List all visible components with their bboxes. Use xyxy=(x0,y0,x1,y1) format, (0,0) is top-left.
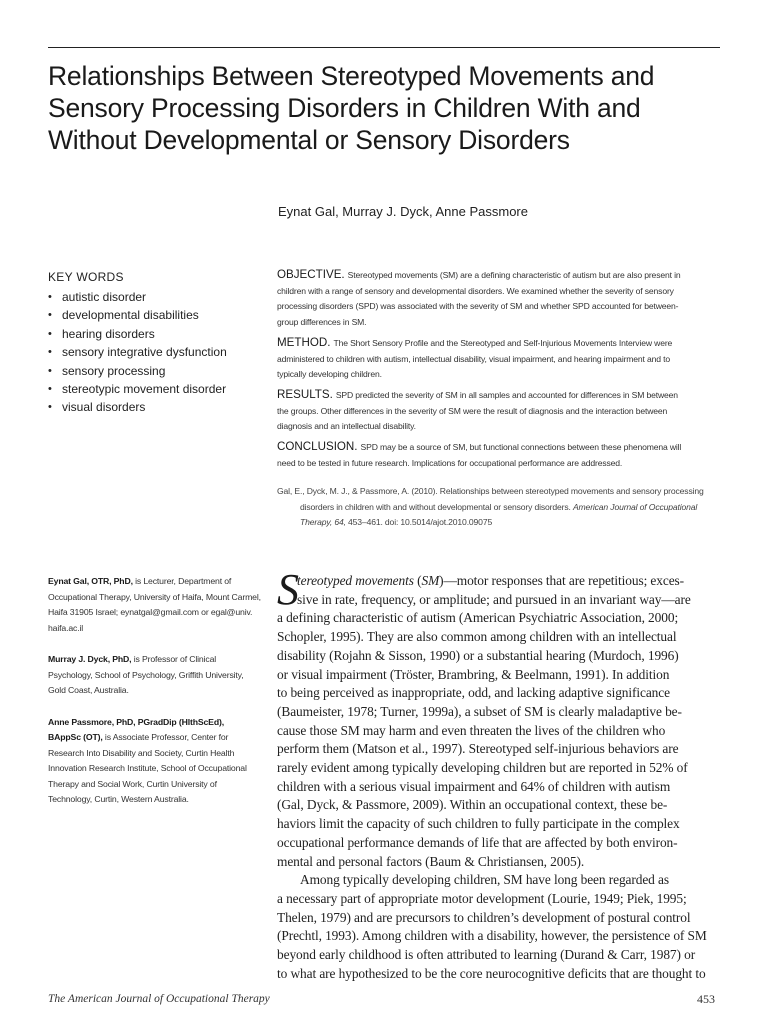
keywords-heading: KEY WORDS xyxy=(48,270,124,284)
abstract-text: SPD predicted the severity of SM in all samples and accounted for differences in SM between xyxy=(335,389,678,400)
body-italic: SM xyxy=(421,573,440,588)
bio-text: is Lecturer, Department of xyxy=(132,576,232,586)
abstract-label: CONCLUSION. xyxy=(277,440,358,454)
bio-text: Technology, Curtin, Western Australia. xyxy=(48,794,189,804)
citation-text: disorders in children with and without developmental or sensory disorders. xyxy=(300,501,573,512)
body-line: mental and personal factors (Baum & Christiansen, 2005). xyxy=(277,853,585,869)
abstract-results xyxy=(277,387,721,435)
author-bios xyxy=(48,574,270,824)
keyword-item: • visual disorders xyxy=(48,398,268,416)
author-list: Eynat Gal, Murray J. Dyck, Anne Passmore xyxy=(278,204,528,219)
bio-text: Therapy and Social Work, Curtin University of xyxy=(48,778,217,789)
body-line: rarely evident among typically developing children but are reported in 52% of xyxy=(277,760,688,776)
body-line: cause those SM may harm and even threaten the lives of the children who xyxy=(277,722,666,738)
bio-text: Gold Coast, Australia. xyxy=(48,685,129,695)
keyword-item: • autistic disorder xyxy=(48,288,268,306)
body-line: (Prechtl, 1993). Among children with a disability, however, the persistence of SM xyxy=(277,928,707,944)
body-line: beyond early childhood is often attributed to learning (Durand & Carr, 1987) or xyxy=(277,947,696,963)
abstract-text: administered to children with autism, intellectual disability, visual impairment, and hearing impairment and to xyxy=(277,353,671,364)
abstract-text: typically developing children. xyxy=(277,369,382,380)
abstract-text: SPD may be a source of SM, but functional connections between these phenomena will xyxy=(360,442,682,453)
body-line: a necessary part of appropriate motor development (Lourie, 1949; Piek, 1995; xyxy=(277,890,687,906)
body-line: or visual impairment (Tröster, Brambring, & Beelmann, 1991). In addition xyxy=(277,666,670,682)
abstract-text: Stereotyped movements (SM) are a defining characteristic of autism but are also present in xyxy=(347,270,681,280)
citation-text: Gal, E., Dyck, M. J., & Passmore, A. (2010). Relationships between stereotyped movements and sensory processing xyxy=(277,486,704,496)
abstract-text: need to be tested in future research. Implications for occupational performance are addressed. xyxy=(277,457,623,468)
abstract-objective xyxy=(277,267,721,331)
abstract-text: the groups. Other differences in the severity of SM were the result of diagnosis and the interaction between xyxy=(277,405,668,416)
bio-text: haifa.ac.il xyxy=(48,622,84,633)
body-line: Thelen, 1979) and are precursors to children’s development of postural control xyxy=(277,909,691,925)
bio-name: Eynat Gal, OTR, PhD, xyxy=(48,576,133,586)
keyword-item: • developmental disabilities xyxy=(48,306,268,324)
title-line: Relationships Between Stereotyped Movements and xyxy=(48,61,655,91)
top-rule xyxy=(48,47,720,48)
body-line: disability (Rojahn & Sisson, 1990) or a substantial hearing (Murdoch, 1996) xyxy=(277,647,679,663)
keyword-item: • sensory integrative dysfunction xyxy=(48,343,268,361)
abstract-label: RESULTS. xyxy=(277,387,333,401)
body-text-span: )—motor responses that are repetitious; exces- xyxy=(439,573,685,588)
body-line: children with a serious visual impairment and 64% of children with autism xyxy=(277,778,671,794)
abstract-conclusion xyxy=(277,439,721,471)
body-line: sive in rate, frequency, or amplitude; and pursued in an invariant way—are xyxy=(297,591,691,607)
drop-cap: S xyxy=(277,565,299,614)
abstract-text: processing disorders (SPD) was associated with the severity of SM and whether SPD accounted for between- xyxy=(277,301,679,312)
footer-journal-name: The American Journal of Occupational Therapy xyxy=(48,993,270,1005)
body-line: a defining characteristic of autism (American Psychiatric Association, 2000; xyxy=(277,610,679,626)
bio-text: Haifa 31905 Israel; eynatgal@gmail.com or egal@univ. xyxy=(48,607,253,617)
bio-text: Innovation Research Institute, School of Occupational xyxy=(48,763,247,773)
author-bio xyxy=(48,652,270,699)
abstract-label: METHOD. xyxy=(277,335,331,349)
title-line: Sensory Processing Disorders in Children With and xyxy=(48,93,641,123)
abstract-text: children with a range of sensory and developmental disorders. We examined whether the severity of sensory xyxy=(277,285,674,296)
abstract-text: diagnosis and an intellectual disability. xyxy=(277,421,416,432)
body-italic: tereotyped movements xyxy=(297,573,414,588)
page-number: 453 xyxy=(697,992,715,1006)
bio-text: is Associate Professor, Center for xyxy=(102,732,229,742)
body-line: perform them (Matson et al., 1997). Stereotyped self-injurious behaviors are xyxy=(277,741,679,757)
keywords-panel xyxy=(48,270,268,417)
body-line: occupational performance demands of life that are affected by both environ- xyxy=(277,834,678,850)
keyword-item: • hearing disorders xyxy=(48,325,268,343)
bio-text: is Professor of Clinical xyxy=(131,654,217,664)
author-bio xyxy=(48,715,270,808)
citation-journal: American Journal of Occupational xyxy=(572,501,698,512)
body-line: Schopler, 1995). They are also common among children with an intellectual xyxy=(277,629,677,645)
citation xyxy=(277,484,721,531)
abstract-label: OBJECTIVE. xyxy=(277,268,345,281)
abstract-text: group differences in SM. xyxy=(277,317,367,328)
bio-name: Murray J. Dyck, PhD, xyxy=(48,654,132,664)
keyword-item: • sensory processing xyxy=(48,362,268,380)
bio-text: Research Into Disability and Society, Curtin Health xyxy=(48,747,235,758)
bio-name: Anne Passmore, PhD, PGradDip (HlthScEd), xyxy=(48,716,224,727)
body-text xyxy=(277,565,723,983)
body-text-span: ( xyxy=(413,573,422,588)
keyword-item: • stereotypic movement disorder xyxy=(48,380,268,398)
article-title xyxy=(48,60,708,156)
body-line: to being perceived as inappropriate, odd, and lacking adaptive significance xyxy=(277,685,670,701)
abstract xyxy=(277,267,721,475)
title-line: Without Developmental or Sensory Disorders xyxy=(48,125,570,155)
body-line: (Gal, Dyck, & Passmore, 2009). Within an occupational context, these be- xyxy=(277,797,668,813)
abstract-text: The Short Sensory Profile and the Stereotyped and Self-Injurious Movements Interview were xyxy=(333,337,673,348)
bio-text: Occupational Therapy, University of Haifa, Mount Carmel, xyxy=(48,591,261,602)
bio-text: Psychology, School of Psychology, Griffith University, xyxy=(48,669,244,680)
citation-journal: Therapy, 64, xyxy=(300,517,346,528)
author-bio xyxy=(48,574,270,636)
keywords-list xyxy=(48,288,268,417)
citation-text: 453–461. doi: 10.5014/ajot.2010.09075 xyxy=(345,517,493,528)
abstract-method xyxy=(277,335,721,383)
body-line: to what are hypothesized to be the core neurocognitive deficits that are thought to xyxy=(277,965,706,981)
bio-name: BAppSc (OT), xyxy=(48,732,103,742)
body-line: haviors limit the capacity of such children to fully participate in the complex xyxy=(277,816,680,832)
body-line: (Baumeister, 1978; Turner, 1999a), a subset of SM is clearly maladaptive be- xyxy=(277,703,682,719)
body-line: Among typically developing children, SM have long been regarded as xyxy=(300,872,669,888)
